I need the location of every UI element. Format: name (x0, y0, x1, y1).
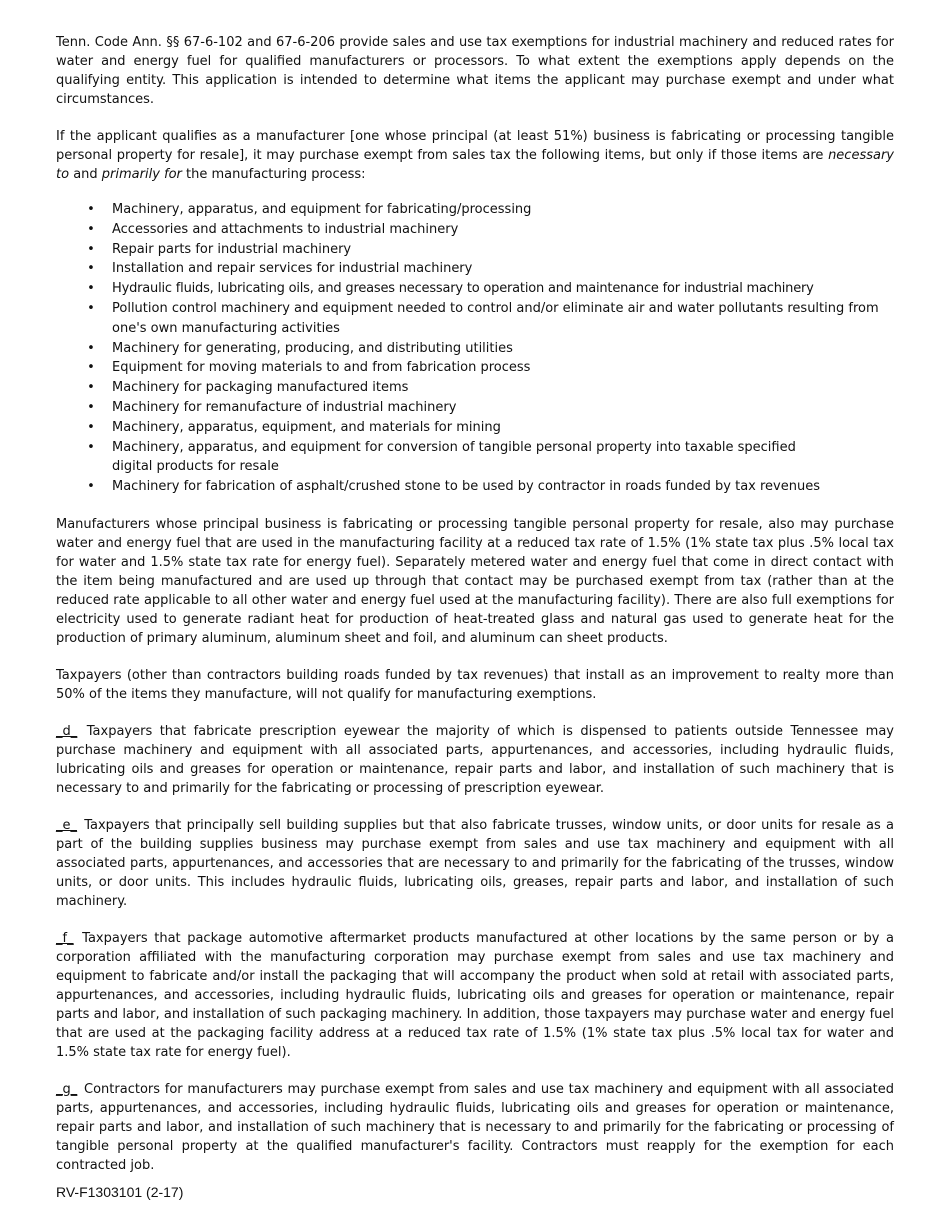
bullet-icon: • (87, 439, 95, 455)
option-e-text: Taxpayers that principally sell building supplies but that also fabricate trusses, window units, or door units for resale as a part of the building supplies business may purchase exempt from sales and use tax machinery and equipment with all associated parts, appurtenances, and accessories that are necessary to and primarily for the fabricating of the trusses, window units, or door units. This includes hydraulic fluids, lubricating oils, greases, repair parts and labor, and installation of such machinery. (56, 817, 894, 909)
qualify-paragraph (56, 127, 894, 184)
reduced-rate-paragraph: Manufacturers whose principal business is fabricating or processing tangible personal property for resale, also may purchase water and energy fuel that are used in the manufacturing facility at a reduced tax rate of 1.5% (1% state tax plus .5% local tax for water and 1.5% state tax rate for energy fuel). Separately metered water and energy fuel that come in direct contact with the item being manufactured and are used up through that contact may be purchased exempt from tax (rather than at the reduced rate applicable to all other water and energy fuel used at the manufacturing facility). There are also full exemptions for electricity used to generate radiant heat for production of heat-treated glass and natural gas used to generate heat for the production of primary aluminum, aluminum sheet and foil, and aluminum can sheet products. (56, 516, 894, 646)
option-e-paragraph (56, 816, 894, 911)
list-item-text: Hydraulic fluids, lubricating oils, and greases necessary to operation and maintenance for industrial machinery (112, 281, 814, 297)
option-g-text: Contractors for manufacturers may purchase exempt from sales and use tax machinery and equipment with all associated parts, appurtenances, and accessories, including hydraulic fluids, lubricating oils and greases for operation or maintenance, repair parts and labor, and installation of such machinery that is necessary to and primarily for the fabricating or processing of tangible personal property at the qualified manufacturer's facility. Contractors must reapply for the exemption for each contracted job. (56, 1081, 894, 1173)
list-item (56, 240, 894, 260)
option-g-paragraph (56, 1080, 894, 1175)
list-item-text: Machinery, apparatus, and equipment for fabricating/processing (112, 202, 532, 217)
bullet-icon: • (87, 221, 95, 237)
bullet-icon: • (87, 399, 95, 415)
qualify-text-1: If the applicant qualifies as a manufacturer [one whose principal (at least 51%) business is fabricating or processing tangible personal property for resale], it may purchase exempt from sales tax the following items, but only if those items are (56, 129, 894, 163)
option-f-blank[interactable]: _f_ (56, 930, 74, 946)
list-item-text: Pollution control machinery and equipment needed to control and/or eliminate air and water pollutants resulting from one's own manufacturing activities (112, 300, 879, 336)
list-item (56, 200, 894, 220)
list-item (56, 398, 894, 418)
intro-paragraph: Tenn. Code Ann. §§ 67-6-102 and 67-6-206 provide sales and use tax exemptions for industrial machinery and reduced rates for water and energy fuel for qualified manufacturers or processors. To what extent the exemptions apply depends on the qualifying entity. This application is intended to determine what items the applicant may purchase exempt and under what circumstances. (56, 35, 894, 107)
list-item-text: Equipment for moving materials to and from fabrication process (112, 360, 531, 376)
bullet-icon: • (87, 419, 95, 435)
list-item (56, 339, 894, 359)
bullet-icon: • (87, 479, 95, 495)
option-d-paragraph (56, 722, 894, 798)
list-item (56, 279, 894, 299)
bullet-icon: • (87, 281, 95, 297)
list-item (56, 220, 894, 240)
bullet-icon: • (87, 340, 95, 356)
list-item (56, 299, 894, 339)
list-item-text: Machinery, apparatus, equipment, and materials for mining (112, 419, 501, 435)
realty-paragraph: Taxpayers (other than contractors building roads funded by tax revenues) that install as an improvement to realty more than 50% of the items they manufacture, will not qualify for manufacturing exemptions. (56, 667, 894, 702)
form-code: RV-F1303101 (2-17) (56, 1184, 184, 1200)
bullet-icon: • (87, 360, 95, 376)
list-item (56, 378, 894, 398)
option-d-text: Taxpayers that fabricate prescription eyewear the majority of which is dispensed to patients outside Tennessee may purchase machinery and equipment with all associated parts, appurtenances, and accessories, including hydraulic fluids, lubricating oils and greases for operation or maintenance, repair parts and labor, and installation of such machinery that is necessary to and primarily for the fabricating or processing of prescription eyewear. (56, 723, 894, 796)
qualify-emphasis-1: necessary to (56, 148, 894, 182)
list-item-text: Accessories and attachments to industrial machinery (112, 221, 459, 237)
qualify-emphasis-2: primarily for (101, 167, 182, 182)
list-item-text: Machinery for fabrication of asphalt/crushed stone to be used by contractor in roads funded by tax revenues (112, 479, 820, 495)
list-item (56, 418, 894, 438)
list-item-text: Installation and repair services for industrial machinery (112, 261, 473, 277)
list-item-text: Machinery, apparatus, and equipment for conversion of tangible personal property into taxable specified digital products for resale (112, 439, 796, 475)
list-item (56, 477, 894, 497)
bullet-icon: • (87, 261, 95, 277)
bullet-icon: • (87, 300, 95, 316)
bullet-icon: • (87, 202, 95, 217)
option-d-blank[interactable]: _d_ (56, 723, 78, 739)
exempt-items-list (56, 200, 894, 497)
option-e-blank[interactable]: _e_ (56, 817, 77, 833)
list-item (56, 358, 894, 378)
qualify-text-3: the manufacturing process: (181, 167, 366, 182)
list-item-text: Machinery for remanufacture of industrial machinery (112, 399, 457, 415)
option-f-paragraph (56, 929, 894, 1062)
option-g-blank[interactable]: _g_ (56, 1081, 78, 1097)
list-item-text: Machinery for generating, producing, and distributing utilities (112, 340, 513, 356)
list-item (56, 259, 894, 279)
list-item (56, 438, 894, 478)
bullet-icon: • (87, 380, 95, 396)
list-item-text: Repair parts for industrial machinery (112, 241, 352, 257)
bullet-icon: • (87, 241, 95, 257)
option-f-text: Taxpayers that package automotive aftermarket products manufactured at other locations by the same person or by a corporation affiliated with the manufacturing corporation may purchase exempt from sales and use tax machinery and equipment to fabricate and/or install the packaging that will accompany the product when sold at retail with associated parts, appurtenances, and accessories, including hydraulic fluids, lubricating oils and greases for operation or maintenance, repair parts and labor, and installation of such packaging machinery. In addition, those taxpayers may purchase water and energy fuel that are used at the packaging facility address at a reduced tax rate of 1.5% (1% state tax plus .5% local tax for water and 1.5% state tax rate for energy fuel). (56, 930, 894, 1060)
list-item-text: Machinery for packaging manufactured items (112, 380, 409, 396)
qualify-text-2: and (69, 167, 102, 182)
